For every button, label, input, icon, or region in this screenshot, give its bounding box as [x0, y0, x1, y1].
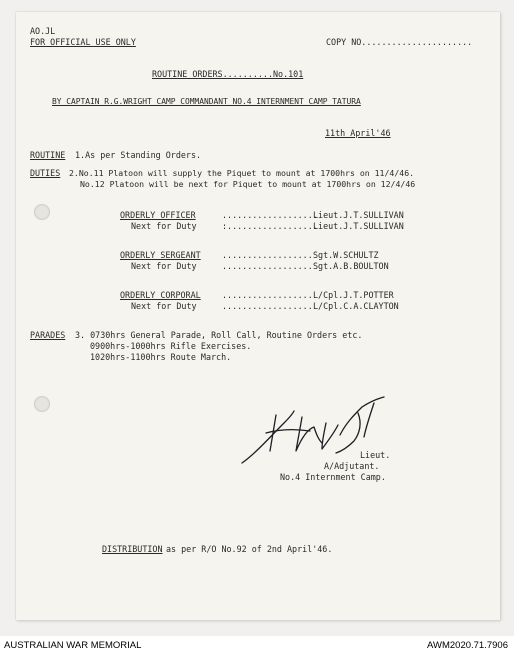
- punch-hole-bottom: [34, 396, 50, 412]
- issuer-line: BY CAPTAIN R.G.WRIGHT CAMP COMMANDANT NO.4 INTERNMENT CAMP TATURA: [52, 97, 361, 106]
- roster-next-label: Next for Duty: [131, 221, 197, 231]
- parades-label: PARADES: [30, 330, 66, 340]
- duties-label: DUTIES: [30, 168, 61, 178]
- reference-code: AO.JL: [30, 26, 56, 36]
- duties-line-2: No.12 Platoon will be next for Piquet to mount at 1700hrs on 12/4/46: [80, 179, 416, 189]
- punch-hole-top: [34, 204, 50, 220]
- parades-line-1: 3. 0730hrs General Parade, Roll Call, Routine Orders etc.: [75, 330, 363, 340]
- roster-next-dots: :..................: [222, 221, 318, 231]
- roster-name: Sgt.W.SCHULTZ: [313, 250, 379, 260]
- distribution-label: DISTRIBUTION: [102, 544, 163, 554]
- parades-line-3: 1020hrs-1100hrs Route March.: [90, 352, 232, 362]
- roster-next-name: L/Cpl.C.A.CLAYTON: [313, 301, 399, 311]
- roster-next-name: Lieut.J.T.SULLIVAN: [313, 221, 404, 231]
- parades-line-2: 0900hrs-1000hrs Rifle Exercises.: [90, 341, 252, 351]
- signatory-unit: No.4 Internment Camp.: [280, 472, 386, 482]
- distribution-text: as per R/O No.92 of 2nd April'46.: [166, 544, 333, 554]
- roster-role: ORDERLY CORPORAL: [120, 290, 201, 300]
- routine-label: ROUTINE: [30, 150, 66, 160]
- classification: FOR OFFICIAL USE ONLY: [30, 37, 136, 47]
- signatory-rank: Lieut.: [360, 450, 391, 460]
- signatory-title: A/Adjutant.: [324, 461, 380, 471]
- document-title: ROUTINE ORDERS..........No.101: [152, 69, 304, 79]
- roster-dots: ..................: [222, 250, 313, 260]
- roster-role: ORDERLY SERGEANT: [120, 250, 201, 260]
- roster-next-dots: ..................: [222, 261, 313, 271]
- duties-line-1: 2.No.11 Platoon will supply the Piquet to mount at 1700hrs on 11/4/46.: [69, 168, 415, 178]
- routine-text: 1.As per Standing Orders.: [75, 150, 202, 160]
- footer-institution: AUSTRALIAN WAR MEMORIAL: [4, 640, 142, 651]
- footer-accession-number: AWM2020.71.7906: [427, 640, 508, 651]
- roster-next-dots: ..................: [222, 301, 313, 311]
- roster-name: L/Cpl.J.T.POTTER: [313, 290, 394, 300]
- roster-next-label: Next for Duty: [131, 261, 197, 271]
- roster-dots: ...................: [222, 210, 318, 220]
- roster-next-name: Sgt.A.B.BOULTON: [313, 261, 389, 271]
- order-date: 11th April'46: [325, 128, 391, 138]
- roster-name: Lieut.J.T.SULLIVAN: [313, 210, 404, 220]
- copy-number: COPY NO......................: [326, 37, 473, 47]
- roster-next-label: Next for Duty: [131, 301, 197, 311]
- roster-dots: ..................: [222, 290, 313, 300]
- roster-role: ORDERLY OFFICER: [120, 210, 196, 220]
